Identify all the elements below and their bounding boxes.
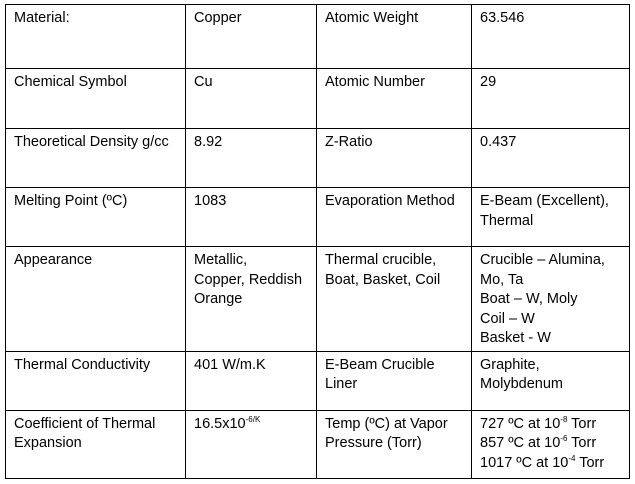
appearance-line: Metallic, bbox=[194, 252, 248, 268]
thermal-crucible-label-line: Boat, Basket, Coil bbox=[325, 271, 441, 288]
vp-temp: 727 ºC at 10 bbox=[480, 415, 561, 432]
table-row bbox=[6, 188, 630, 247]
evaporation-method-line: Thermal bbox=[480, 212, 534, 229]
chemical-symbol-value: Cu bbox=[186, 69, 317, 129]
vp-temp: 857 ºC at 10 bbox=[480, 435, 561, 451]
thermal-expansion-label-line: Coefficient of Thermal bbox=[14, 415, 156, 432]
appearance-line: Copper, Reddish bbox=[194, 271, 303, 288]
evaporation-method-value bbox=[472, 188, 630, 247]
atomic-weight-value: 63.546 bbox=[472, 5, 630, 69]
row-label-evaporation-method: Evaporation Method bbox=[317, 188, 472, 247]
material-properties-table bbox=[5, 4, 630, 479]
table-row bbox=[6, 247, 630, 352]
row-label-appearance: Appearance bbox=[6, 247, 186, 352]
vapor-pressure-line bbox=[480, 434, 621, 454]
row-label-z-ratio: Z-Ratio bbox=[317, 129, 472, 188]
vapor-pressure-value bbox=[472, 410, 630, 478]
atomic-number-value: 29 bbox=[472, 69, 630, 129]
thermal-crucible-label-line: Thermal crucible, bbox=[325, 252, 437, 268]
thermal-expansion-exponent: -6/K bbox=[245, 414, 261, 424]
melting-point-value: 1083 bbox=[186, 188, 317, 247]
thermal-expansion-label-line: Expansion bbox=[14, 435, 82, 451]
table-row bbox=[6, 351, 630, 410]
vapor-pressure-label bbox=[317, 410, 472, 478]
row-label-atomic-number: Atomic Number bbox=[317, 69, 472, 129]
row-label-thermal-expansion bbox=[6, 410, 186, 478]
table-row bbox=[6, 410, 630, 478]
crucible-line: Boat – W, Moly bbox=[480, 291, 578, 307]
crucible-line: Coil – W bbox=[480, 310, 535, 327]
appearance-value bbox=[186, 247, 317, 352]
vp-unit: Torr bbox=[567, 415, 597, 432]
theoretical-density-value: 8.92 bbox=[186, 129, 317, 188]
thermal-expansion-base: 16.5x10 bbox=[194, 415, 246, 432]
vapor-pressure-label-line: Temp (ºC) at Vapor bbox=[325, 415, 448, 432]
vapor-pressure-line bbox=[480, 454, 621, 474]
material-value: Copper bbox=[186, 5, 317, 69]
ebeam-crucible-liner-value bbox=[472, 351, 630, 410]
evaporation-method-line: E-Beam (Excellent), bbox=[480, 193, 609, 209]
vapor-pressure-line bbox=[480, 415, 621, 435]
vp-temp: 1017 ºC at 10 bbox=[480, 454, 569, 471]
vp-unit: Torr bbox=[567, 435, 597, 451]
table-row bbox=[6, 69, 630, 129]
vapor-pressure-label-line: Pressure (Torr) bbox=[325, 435, 422, 451]
vp-exponent: -8 bbox=[560, 414, 568, 424]
vp-exponent: -4 bbox=[568, 453, 576, 463]
row-label-material: Material: bbox=[6, 5, 186, 69]
liner-line: Molybdenum bbox=[480, 376, 564, 392]
liner-line: Graphite, bbox=[480, 356, 540, 373]
row-label-theoretical-density: Theoretical Density g/cc bbox=[6, 129, 186, 188]
crucible-line: Mo, Ta bbox=[480, 271, 524, 288]
ebeam-crucible-liner-label bbox=[317, 351, 472, 410]
vp-exponent: -6 bbox=[560, 434, 568, 444]
thermal-conductivity-value: 401 W/m.K bbox=[186, 351, 317, 410]
thermal-crucible-value bbox=[472, 247, 630, 352]
row-label-chemical-symbol: Chemical Symbol bbox=[6, 69, 186, 129]
crucible-line: Crucible – Alumina, bbox=[480, 252, 605, 268]
ebeam-liner-label-line: Liner bbox=[325, 376, 358, 392]
appearance-line: Orange bbox=[194, 291, 243, 307]
ebeam-liner-label-line: E-Beam Crucible bbox=[325, 356, 435, 373]
crucible-line: Basket - W bbox=[480, 330, 551, 346]
row-label-atomic-weight: Atomic Weight bbox=[317, 5, 472, 69]
z-ratio-value: 0.437 bbox=[472, 129, 630, 188]
table-row bbox=[6, 5, 630, 69]
thermal-crucible-label bbox=[317, 247, 472, 352]
row-label-thermal-conductivity: Thermal Conductivity bbox=[6, 351, 186, 410]
thermal-expansion-value bbox=[186, 410, 317, 478]
table-row bbox=[6, 129, 630, 188]
vp-unit: Torr bbox=[575, 454, 605, 471]
row-label-melting-point: Melting Point (ºC) bbox=[6, 188, 186, 247]
